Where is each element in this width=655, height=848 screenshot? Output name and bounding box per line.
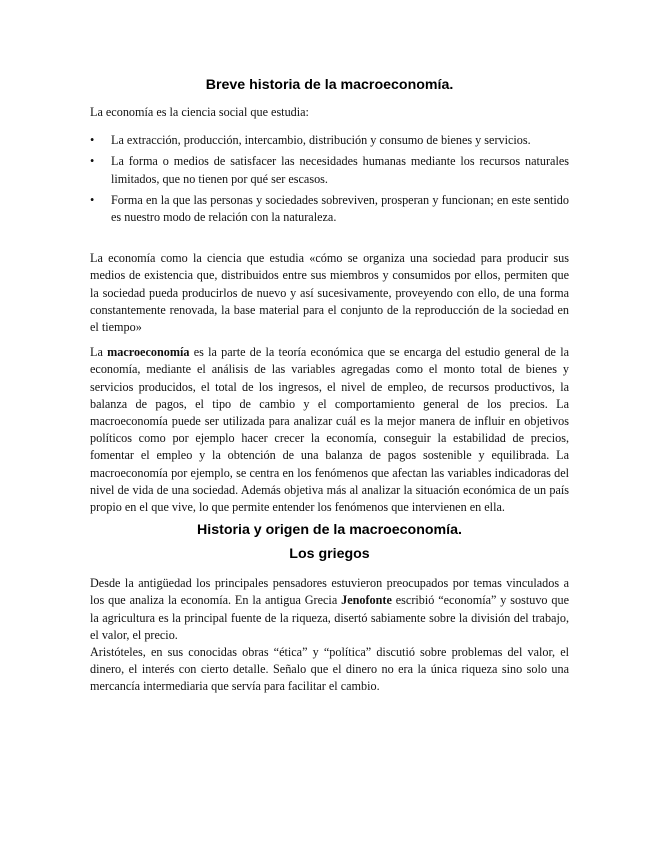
quote-paragraph: La economía como la ciencia que estudia «cómo se organiza una sociedad para producir sus medios de existencia que, distribuidos entre sus miembros y consumidos por ellos, permiten que la sociedad pueda producirlos de nuevo y así sucesivamente, proveyendo con ello, de una forma constantemente renovada, la base material para el conjunto de la reproducción de la sociedad en el tiempo» bbox=[90, 251, 569, 335]
intro-paragraph: La economía es la ciencia social que estudia: bbox=[90, 105, 309, 119]
griegos-term: Jenofonte bbox=[341, 593, 392, 608]
bullet-list bbox=[90, 132, 569, 226]
section-title: Historia y origen de la macroeconomía. bbox=[197, 522, 462, 539]
bullet-item: • Forma en la que las personas y sociedades sobreviven, prosperan y funcionan; en este sentido es nuestro modo de relación con la naturaleza. bbox=[90, 192, 569, 226]
macro-term: macroeconomía bbox=[107, 345, 190, 360]
aristoteles-paragraph: Aristóteles, en sus conocidas obras “ética” y “política” discutió sobre problemas del valor, el dinero, el interés con cierto detalle. Señalo que el dinero no era la única riqueza sino solo una mercancía intermediaria que servía para facilitar el cambio. bbox=[90, 645, 569, 694]
griegos-rest: escribió “economía” y sostuvo que la agricultura es la principal fuente de la riqueza, disertó sabiamente sobre la división del trabajo, el valor, el precio. bbox=[90, 593, 569, 642]
document-title: Breve historia de la macroeconomía. bbox=[205, 77, 454, 93]
macroeconomia-paragraph bbox=[90, 344, 569, 516]
subsection-title: Los griegos bbox=[289, 546, 370, 563]
griegos-paragraph bbox=[90, 575, 569, 644]
macro-lead: La bbox=[90, 345, 108, 360]
griegos-lead: Desde la antigüedad los principales pensadores estuvieron preocupados por temas vinculados a los que analiza la economía. En la antigua Grecia bbox=[90, 576, 569, 608]
macro-rest: es la parte de la teoría económica que se encarga del estudio general de la economía, mediante el análisis de las variables agregadas como el monto total de bienes y servicios producidos, el total de los ingresos, el nivel de empleo, de recursos productivos, la balanza de pagos, el tipo de cambio y el comportamiento general de los precios. La macroeconomía puede ser utilizada para analizar cuál es la mejor manera de influir en objetivos políticos como por ejemplo hacer crecer la economía, conseguir la estabilidad de precios, fomentar el empleo y la obtención de una balanza de pagos sostenible y equilibrada. La macroeconomía por ejemplo, se centra en los fenómenos que afectan las variables indicadoras del nivel de vida de una sociedad. Además objetiva más al analizar la situación económica de un país propio en el que vive, lo que permite entender los fenómenos que intervienen en ella. bbox=[90, 345, 569, 515]
bullet-item: • La forma o medios de satisfacer las necesidades humanas mediante los recursos naturales limitados, que no tienen por qué ser escasos. bbox=[90, 153, 569, 187]
bullet-item: • La extracción, producción, intercambio, distribución y consumo de bienes y servicios. bbox=[90, 132, 569, 149]
